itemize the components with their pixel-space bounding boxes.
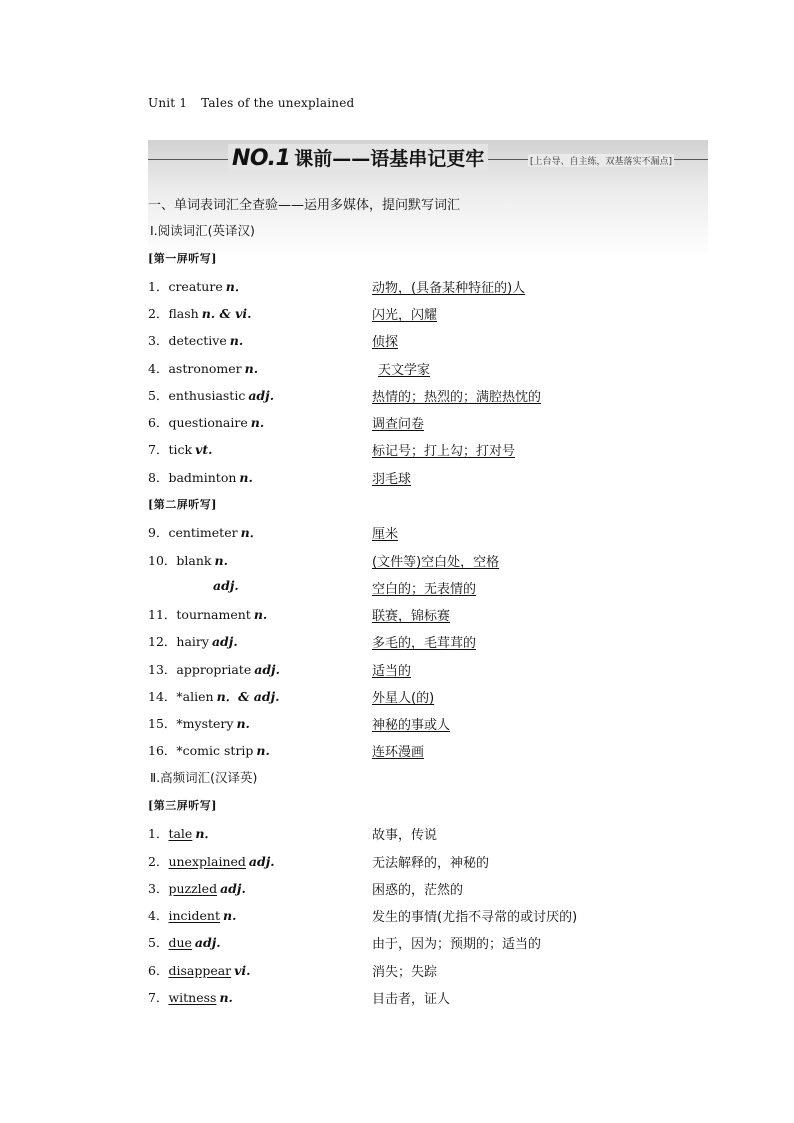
item-word: hairy xyxy=(176,634,209,649)
vocab-row xyxy=(148,741,708,761)
banner-number: NO.1 xyxy=(232,146,291,171)
item-word: detective xyxy=(168,333,227,348)
vocab-row xyxy=(148,413,708,433)
vocab-row xyxy=(148,988,708,1008)
item-word: tournament xyxy=(176,607,251,622)
item-word: enthusiastic xyxy=(168,388,246,403)
vocab-row xyxy=(148,660,708,680)
item-number: 2． xyxy=(148,854,169,869)
vocab-row xyxy=(148,551,708,571)
vocab-row xyxy=(148,386,708,406)
item-number: 11． xyxy=(148,607,177,622)
item-number: 1． xyxy=(148,826,169,841)
item-number: 3． xyxy=(148,333,169,348)
item-meaning: 调查问卷 xyxy=(372,417,425,432)
item-meaning: 无法解释的，神秘的 xyxy=(372,856,490,871)
vocab-row xyxy=(148,961,708,981)
part2-heading: Ⅱ.高频词汇(汉译英) xyxy=(150,770,258,785)
item-word: due xyxy=(168,935,192,950)
vocab-row xyxy=(148,632,708,652)
item-meaning: 由于，因为；预期的；适当的 xyxy=(372,937,542,952)
part1-heading: Ⅰ.阅读词汇(英译汉) xyxy=(150,223,255,238)
item-pos: n． xyxy=(195,826,217,841)
item-number: 16． xyxy=(148,743,177,758)
item-meaning: 神秘的事或人 xyxy=(372,718,451,733)
item-meaning: 故事，传说 xyxy=(372,828,438,843)
item-number: 6． xyxy=(148,963,169,978)
item-number: 5． xyxy=(148,388,169,403)
vocab-row xyxy=(148,440,708,460)
item-meaning: 空白的；无表情的 xyxy=(372,582,477,597)
item-pos: n. xyxy=(253,607,268,622)
item-word: centimeter xyxy=(168,525,238,540)
vocab-row xyxy=(148,277,708,297)
item-number: 5． xyxy=(148,935,169,950)
vocab-row xyxy=(148,879,708,899)
item-meaning: 消失；失踪 xyxy=(372,965,438,980)
vocab-row xyxy=(148,331,708,351)
vocab-row xyxy=(148,906,708,926)
item-meaning: 羽毛球 xyxy=(372,472,412,487)
item-word: badminton xyxy=(168,470,237,485)
item-meaning: (文件等)空白处，空格 xyxy=(372,555,500,570)
item-word: creature xyxy=(168,279,223,294)
item-pos: adj. xyxy=(213,578,239,593)
banner-note: [上台导、自主练，双基落实不漏点] xyxy=(528,154,674,167)
item-pos: n. xyxy=(236,716,250,731)
vocab-row xyxy=(148,605,708,625)
item-number: 1． xyxy=(148,279,169,294)
item-number: 8． xyxy=(148,470,169,485)
item-word: *alien xyxy=(176,689,214,704)
item-word: incident xyxy=(168,908,220,923)
vocab-row xyxy=(148,687,708,707)
item-word: puzzled xyxy=(168,881,218,896)
item-number: 9． xyxy=(148,525,169,540)
item-number: 4． xyxy=(148,361,169,376)
item-number: 14． xyxy=(148,689,177,704)
unit-title xyxy=(148,96,368,110)
item-pos: adj. xyxy=(254,662,280,677)
vocab-row xyxy=(148,578,708,598)
vocab-row xyxy=(148,468,708,488)
item-word: astronomer xyxy=(168,361,242,376)
item-meaning: 困惑的，茫然的 xyxy=(372,883,464,898)
item-word: appropriate xyxy=(176,662,252,677)
group-label-2: [第二屏听写] xyxy=(148,498,217,511)
item-meaning: 厘米 xyxy=(372,527,399,542)
item-meaning: 侦探 xyxy=(372,335,399,350)
item-meaning: 适当的 xyxy=(372,664,412,679)
item-pos: n. xyxy=(256,743,270,758)
item-word: witness xyxy=(168,990,217,1005)
item-meaning: 发生的事情(尤指不寻常的或讨厌的) xyxy=(372,910,578,925)
item-word: tick xyxy=(168,442,193,457)
item-meaning: 连环漫画 xyxy=(372,745,425,760)
item-pos: n． xyxy=(225,279,248,294)
item-pos: n. & vi. xyxy=(201,306,252,321)
item-number: 12． xyxy=(148,634,177,649)
item-pos: n. xyxy=(239,470,253,485)
item-pos: vt. xyxy=(195,442,213,457)
item-word: *comic strip xyxy=(176,743,254,758)
item-pos: adj. xyxy=(211,634,238,649)
item-pos: n. xyxy=(222,908,237,923)
item-word: flash xyxy=(168,306,199,321)
item-number: 13． xyxy=(148,662,177,677)
item-number: 10． xyxy=(148,553,177,568)
item-word: disappear xyxy=(168,963,232,978)
item-number: 4． xyxy=(148,908,169,923)
banner-title xyxy=(228,144,488,171)
item-meaning: 标记号；打上勾；打对号 xyxy=(372,444,516,459)
item-pos: adj. xyxy=(248,854,275,869)
vocab-row xyxy=(148,714,708,734)
item-number: 2． xyxy=(148,306,169,321)
item-meaning: 外星人(的) xyxy=(372,691,435,706)
item-pos: n. xyxy=(244,361,259,376)
item-number: 7． xyxy=(148,442,169,457)
item-word: blank xyxy=(176,553,212,568)
item-pos: vi. xyxy=(234,963,251,978)
banner-heading: 课前——语基串记更牢 xyxy=(294,148,485,170)
unit-number: Unit 1 xyxy=(148,96,188,110)
item-meaning: 目击者，证人 xyxy=(372,992,451,1007)
item-pos: n．& adj. xyxy=(216,689,280,704)
item-pos: n． xyxy=(240,525,263,540)
group-label-1: [第一屏听写] xyxy=(148,252,217,265)
item-word: *mystery xyxy=(176,716,234,731)
section-heading: 一、单词表词汇全查验——运用多媒体，提问默写词汇 xyxy=(148,198,461,213)
item-pos: adj. xyxy=(248,388,275,403)
group-label-3: [第三屏听写] xyxy=(148,799,217,812)
vocab-row xyxy=(148,304,708,324)
vocab-row xyxy=(148,824,708,844)
item-meaning: 热情的；热烈的；满腔热忱的 xyxy=(372,390,542,405)
item-meaning: 动物，(具备某种特征的)人 xyxy=(372,281,526,296)
item-meaning: 天文学家 xyxy=(378,363,431,378)
item-meaning: 闪光，闪耀 xyxy=(372,308,438,323)
item-number: 6． xyxy=(148,415,169,430)
item-pos: n. xyxy=(250,415,265,430)
item-meaning: 多毛的，毛茸茸的 xyxy=(372,636,477,651)
item-number: 15． xyxy=(148,716,177,731)
vocab-row xyxy=(148,359,708,379)
item-word: questionaire xyxy=(168,415,248,430)
item-number: 3． xyxy=(148,881,169,896)
item-pos: n. xyxy=(219,990,233,1005)
item-pos: n. xyxy=(214,553,228,568)
unit-name: Tales of the unexplained xyxy=(201,96,355,110)
item-word: unexplained xyxy=(168,854,246,869)
vocab-row xyxy=(148,523,708,543)
item-number: 7． xyxy=(148,990,169,1005)
vocab-row xyxy=(148,933,708,953)
item-word: tale xyxy=(168,826,193,841)
vocab-row xyxy=(148,852,708,872)
item-pos: n. xyxy=(229,333,244,348)
item-meaning: 联赛，锦标赛 xyxy=(372,609,451,624)
item-pos: adj. xyxy=(194,935,221,950)
item-pos: adj. xyxy=(220,881,246,896)
